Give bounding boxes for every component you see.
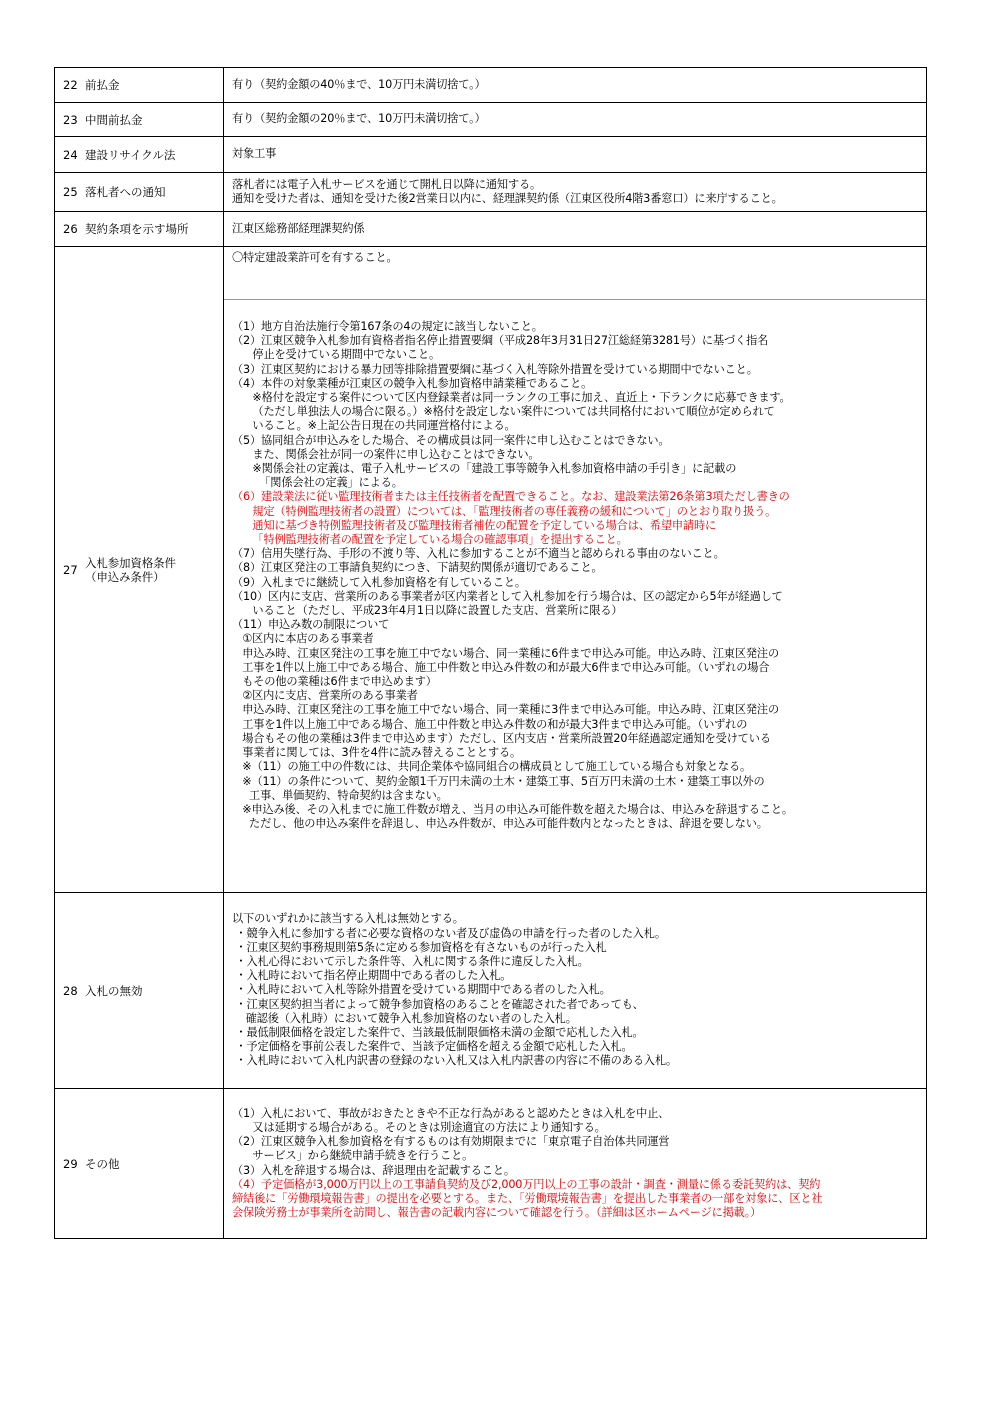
value-line: ・入札時において入札内訳書の登録のない入札又は入札内訳書の内容に不備のある入札。 bbox=[232, 1054, 677, 1068]
value-line-red: 「特例監理技術者の配置を予定している場合の確認事項」を提出すること。 bbox=[232, 533, 628, 547]
value-line: ※申込み後、その入札までに施工件数が増え、当月の申込み可能件数を超えた場合は、申込みを辞退すること。 bbox=[232, 802, 793, 816]
value-line: 江東区総務部経理課契約係 bbox=[232, 221, 365, 235]
row-number: 27 bbox=[63, 562, 78, 577]
row-label-text: 契約条項を示す場所 bbox=[85, 222, 189, 236]
value-line: ・入札時において指名停止期間中である者のした入札。 bbox=[232, 969, 512, 983]
value-line: （ただし単独法人の場合に限る。）※格付を設定しない案件については共同格付において順位が定められて bbox=[232, 405, 775, 419]
value-line: ※（11）の条件について、契約金額1千万円未満の土木・建築工事、5百万円未満の土木・建築工事以外の bbox=[232, 774, 765, 788]
value-line: ※（11）の施工中の件数には、共同企業体や協同組合の構成員として施工している場合も対象となる。 bbox=[232, 760, 752, 774]
table-row bbox=[55, 893, 927, 1089]
value-line: ・入札時において入札等除外措置を受けている期間中である者のした入札。 bbox=[232, 983, 611, 997]
value-line: （3）入札を辞退する場合は、辞退理由を記載すること。 bbox=[232, 1163, 515, 1177]
value-line: 〇特定建設業許可を有すること。 bbox=[232, 251, 398, 264]
row-value bbox=[224, 212, 927, 247]
value-line: また、関係会社が同一の案件に申し込むことはできない。 bbox=[232, 447, 540, 461]
value-line: 工事、単価契約、特命契約は含まない。 bbox=[232, 788, 448, 802]
row-number: 28 bbox=[63, 983, 78, 998]
row-label bbox=[55, 68, 224, 103]
row-value bbox=[224, 173, 927, 212]
row-label-text: 前払金 bbox=[85, 78, 120, 92]
value-line: ・最低制限価格を設定した案件で、当該最低制限価格未満の金額で応札した入札。 bbox=[232, 1026, 644, 1039]
row-value bbox=[224, 68, 927, 103]
row-value bbox=[224, 247, 927, 893]
table-row bbox=[55, 247, 927, 893]
row-number: 24 bbox=[63, 147, 78, 162]
row-number: 22 bbox=[63, 78, 78, 92]
value-line: 有り（契約金額の40％まで、10万円未満切捨て。） bbox=[232, 77, 486, 91]
value-line: （11）申込み数の制限について bbox=[232, 618, 390, 632]
value-line: 以下のいずれかに該当する入札は無効とする。 bbox=[232, 912, 464, 926]
value-line: （4）本件の対象業種が江東区の競争入札参加資格申請業種であること。 bbox=[232, 376, 593, 390]
row-value bbox=[224, 1089, 927, 1239]
value-line-red: 締結後に「労働環境報告書」の提出を必要とする。また、「労働環境報告書」を提出した事業者の一部を対象に、区と社 bbox=[232, 1191, 823, 1205]
row-value bbox=[224, 103, 927, 137]
value-line: ①区内に本店のある事業者 bbox=[232, 632, 374, 646]
value-line: もその他の業種は6件まで申込めます） bbox=[232, 675, 437, 689]
value-line: （2）江東区競争入札参加資格を有するものは有効期限までに「東京電子自治体共同運営 bbox=[232, 1135, 670, 1149]
spec-table bbox=[54, 67, 927, 1239]
value-line: 工事を1件以上施工中である場合、施工中件数と申込み件数の和が最大3件まで申込み可能。（いずれの bbox=[232, 717, 748, 731]
table-row bbox=[55, 212, 927, 247]
row-label bbox=[55, 103, 224, 137]
row-number: 26 bbox=[63, 222, 78, 236]
value-line: サービス」から継続申請手続きを行うこと。 bbox=[232, 1149, 474, 1163]
row-label bbox=[55, 173, 224, 212]
value-line: 有り（契約金額の20％まで、10万円未満切捨て。） bbox=[232, 112, 486, 126]
row-label-text: 入札参加資格条件 bbox=[85, 555, 176, 570]
value-line: （1）地方自治法施行令第167条の4の規定に該当しないこと。 bbox=[232, 320, 543, 333]
value-line: ただし、他の申込み案件を辞退し、申込み件数が、申込み可能件数内となったときは、辞退を要しない。 bbox=[232, 817, 768, 831]
value-line: 工事を1件以上施工中である場合、施工中件数と申込み件数の和が最大6件まで申込み可能。（いずれの場合 bbox=[232, 660, 770, 674]
value-line-red: 通知に基づき特例監理技術者及び監理技術者補佐の配置を予定している場合は、希望申請時に bbox=[232, 518, 717, 532]
value-line: ・競争入札に参加する者に必要な資格のない者及び虚偽の申請を行った者のした入札。 bbox=[232, 926, 666, 940]
value-line: いること。※上記公告日現在の共同運営格付による。 bbox=[232, 419, 516, 433]
row-label bbox=[55, 247, 224, 893]
table-row bbox=[55, 137, 927, 173]
value-line-red: 規定（特例監理技術者の設置）については、「監理技術者の専任義務の緩和について」のとおり取り扱う。 bbox=[232, 504, 777, 518]
license-requirement-cell bbox=[224, 247, 926, 300]
value-line: 場合もその他の業種は3件まで申込めます）ただし、区内支店・営業所設置20年経過認定通知を受けている bbox=[232, 731, 771, 745]
qualification-list bbox=[232, 300, 918, 831]
value-line-red: 会保険労務士が事業所を訪問し、報告書の記載内容について確認を行う。（詳細は区ホームページに掲載。） bbox=[232, 1206, 762, 1220]
value-line: いること（ただし、平成23年4月1日以降に設置した支店、営業所に限る） bbox=[232, 604, 623, 618]
value-line: 申込み時、江東区発注の工事を施工中でない場合、同一業種に3件まで申込み可能。申込み時、江東区発注の bbox=[232, 703, 779, 717]
row-label-text: 入札の無効 bbox=[85, 983, 143, 998]
value-line: （2）江東区競争入札参加有資格者指名停止措置要綱（平成28年3月31日27江総経第3281号）に基づく指名 bbox=[232, 334, 769, 348]
value-line: 「関係会社の定義」による。 bbox=[232, 476, 403, 490]
value-line: （10）区内に支店、営業所のある事業者が区内業者として入札参加を行う場合は、区の認定から5年が経過して bbox=[232, 589, 783, 603]
row-number: 25 bbox=[63, 185, 78, 199]
value-line: （5）協同組合が申込みをした場合、その構成員は同一案件に申し込むことはできない。 bbox=[232, 433, 670, 447]
value-line: 又は延期する場合がある。そのときは別途適宜の方法により通知する。 bbox=[232, 1120, 606, 1134]
row-label bbox=[55, 212, 224, 247]
table-row bbox=[55, 1089, 927, 1239]
value-line: 通知を受けた者は、通知を受けた後2営業日以内に、経理課契約係（江東区役所4階3番窓口）に来庁すること。 bbox=[232, 192, 783, 205]
value-line: ・予定価格を事前公表した案件で、当該予定価格を超える金額で応札した入札。 bbox=[232, 1040, 633, 1054]
value-line: 確認後（入札時）において競争入札参加資格のない者のした入札。 bbox=[232, 1011, 577, 1025]
row-label bbox=[55, 893, 224, 1089]
value-line-red: （6）建設業法に従い監理技術者または主任技術者を配置できること。なお、建設業法第26条第3項ただし書きの bbox=[232, 490, 790, 504]
row-label-text: その他 bbox=[85, 1156, 120, 1171]
value-line: （1）入札において、事故がおきたときや不正な行為があると認めたときは入札を中止、 bbox=[232, 1106, 670, 1120]
value-line: 申込み時、江東区発注の工事を施工中でない場合、同一業種に6件まで申込み可能。申込み時、江東区発注の bbox=[232, 646, 779, 660]
row-label bbox=[55, 1089, 224, 1239]
value-line: 対象工事 bbox=[232, 147, 277, 161]
value-line: （3）江東区契約における暴力団等排除措置要綱に基づく入札等除外措置を受けている期間中でないこと。 bbox=[232, 362, 758, 376]
row-number: 29 bbox=[63, 1156, 78, 1171]
value-line-red: （4）予定価格が3,000万円以上の工事請負契約及び2,000万円以上の工事の設計・調査・測量に係る委託契約は、契約 bbox=[232, 1177, 821, 1191]
value-line: 落札者には電子入札サービスを通じて開札日以降に通知する。 bbox=[232, 177, 542, 191]
value-line: （9）入札までに継続して入札参加資格を有していること。 bbox=[232, 575, 526, 589]
value-line: （7）信用失墜行為、手形の不渡り等、入札に参加することが不適当と認められる事由のないこと。 bbox=[232, 547, 725, 561]
table-row bbox=[55, 103, 927, 137]
value-line: ・江東区契約事務規則第5条に定める参加資格を有さないものが行った入札 bbox=[232, 940, 607, 954]
row-label-text: 落札者への通知 bbox=[85, 185, 166, 199]
row-value bbox=[224, 137, 927, 173]
value-line: 停止を受けている期間中でないこと。 bbox=[232, 348, 441, 362]
table-row bbox=[55, 68, 927, 103]
row-label-text: 中間前払金 bbox=[85, 112, 143, 127]
value-line: ②区内に支店、営業所のある事業者 bbox=[232, 689, 418, 703]
row-number: 23 bbox=[63, 112, 78, 127]
row-label-text: 建設リサイクル法 bbox=[85, 147, 176, 162]
value-line: ・入札心得において示した条件等、入札に関する条件に違反した入札。 bbox=[232, 954, 589, 968]
row-value bbox=[224, 893, 927, 1089]
row-label-text: （申込み条件） bbox=[85, 569, 165, 584]
value-line: （8）江東区発注の工事請負契約につき、下請契約関係が適切であること。 bbox=[232, 561, 603, 575]
value-line: ※格付を設定する案件について区内登録業者は同一ランクの工事に加え、直近上・下ランクに応募できます。 bbox=[232, 391, 791, 405]
table-row bbox=[55, 173, 927, 212]
value-line: ※関係会社の定義は、電子入札サービスの「建設工事等競争入札参加資格申請の手引き」に記載の bbox=[232, 462, 737, 476]
value-line: ・江東区契約担当者によって競争参加資格のあることを確認された者であっても、 bbox=[232, 997, 644, 1011]
row-label bbox=[55, 137, 224, 173]
value-line: 事業者に関しては、3件を4件に読み替えることとする。 bbox=[232, 746, 522, 760]
